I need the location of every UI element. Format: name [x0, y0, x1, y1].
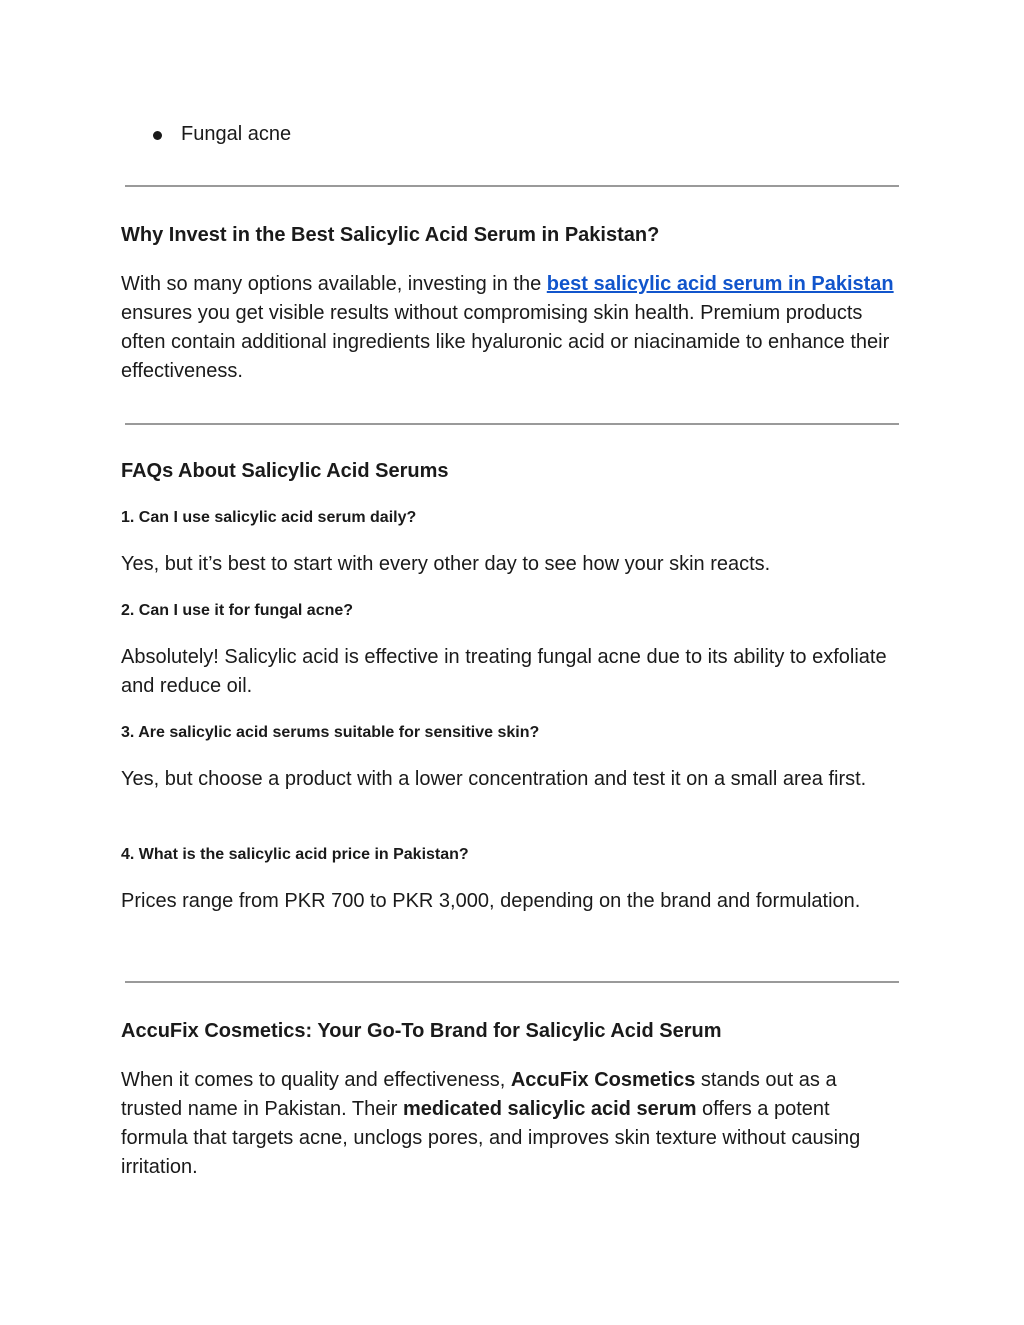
brand-text-1: When it comes to quality and effectiveness,	[121, 1069, 511, 1091]
faq-answer: Yes, but it’s best to start with every other day to see how your skin reacts.	[121, 553, 771, 575]
section-heading-brand: AccuFix Cosmetics: Your Go-To Brand for Salicylic Acid Serum	[121, 1020, 722, 1042]
horizontal-rule	[125, 423, 899, 425]
invest-text-after-link: ensures you get visible results without compromising skin health. Premium products often contain additional ingredients like hyaluronic acid or niacinamide to enhance their effectiveness.	[121, 302, 890, 382]
faq-answer: Yes, but choose a product with a lower concentration and test it on a small area first.	[121, 768, 867, 790]
bullet-text: Fungal acne	[181, 123, 292, 145]
section-heading-faqs: FAQs About Salicylic Acid Serums	[121, 460, 449, 482]
invest-text-before-link: With so many options available, investing in the	[121, 273, 547, 295]
brand-paragraph	[121, 1066, 901, 1182]
faq-question: 1. Can I use salicylic acid serum daily?	[121, 509, 417, 526]
salicylic-serum-link[interactable]: best salicylic acid serum in Pakistan	[546, 273, 894, 295]
faq-answer: Absolutely! Salicylic acid is effective in treating fungal acne due to its ability to exfoliate and reduce oil.	[121, 646, 887, 697]
section-heading-invest: Why Invest in the Best Salicylic Acid Serum in Pakistan?	[121, 224, 660, 246]
product-name-bold: medicated salicylic acid serum	[403, 1098, 697, 1120]
bullet-list-item	[153, 120, 291, 148]
bullet-dot-icon	[153, 131, 162, 140]
brand-name-bold: AccuFix Cosmetics	[510, 1069, 696, 1091]
horizontal-rule	[125, 185, 899, 187]
faq-question: 2. Can I use it for fungal acne?	[121, 602, 354, 619]
horizontal-rule	[125, 981, 899, 983]
faq-question: 4. What is the salicylic acid price in Pakistan?	[121, 846, 469, 863]
faq-question: 3. Are salicylic acid serums suitable for sensitive skin?	[121, 724, 540, 741]
brand-text-2: stands out as a trusted name in Pakistan. Their	[121, 1069, 837, 1120]
invest-paragraph	[121, 270, 901, 386]
brand-text-3: offers a potent formula that targets acne, unclogs pores, and improves skin texture without causing irritation.	[121, 1098, 861, 1178]
faq-answer: Prices range from PKR 700 to PKR 3,000, depending on the brand and formulation.	[121, 890, 861, 912]
